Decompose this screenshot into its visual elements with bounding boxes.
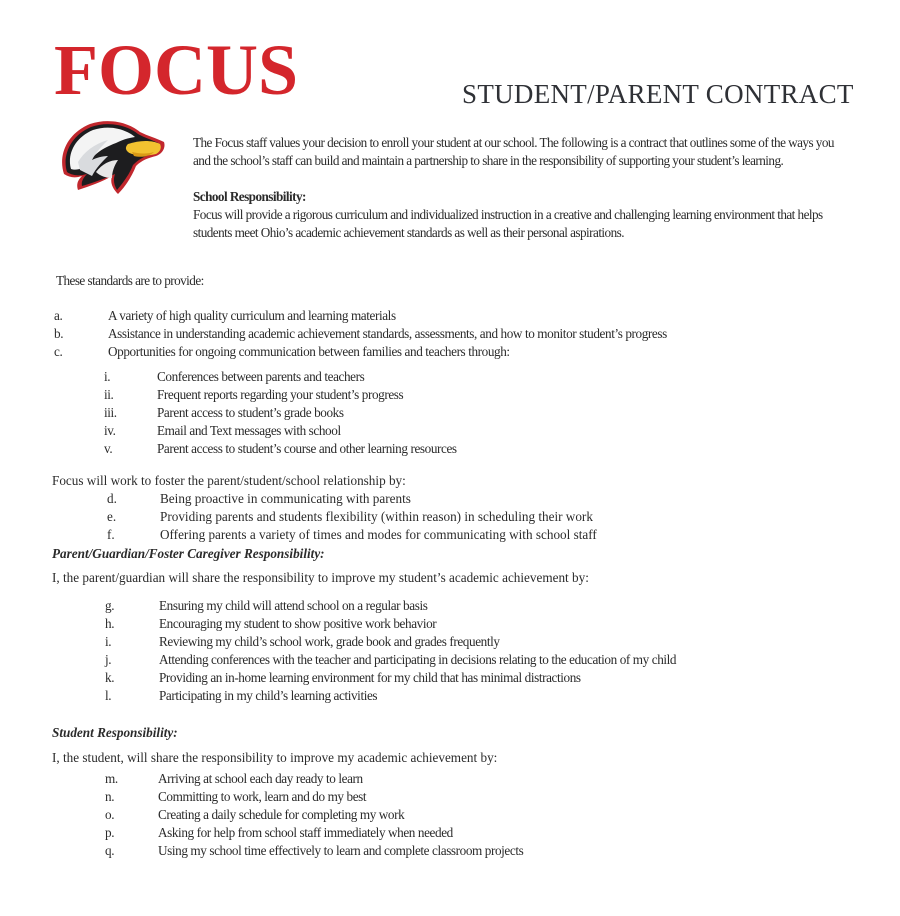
- list-text: A variety of high quality curriculum and learning materials: [108, 308, 396, 323]
- list-text: Providing an in-home learning environment for my child that has minimal distractions: [159, 670, 581, 685]
- list-text: Creating a daily schedule for completing my work: [158, 807, 405, 822]
- list-text: Participating in my child’s learning activities: [159, 688, 378, 703]
- list-text: Email and Text messages with school: [157, 423, 341, 438]
- focus-logo-text: FOCUS: [54, 30, 299, 110]
- list-text: Using my school time effectively to learn and complete classroom projects: [158, 843, 524, 858]
- list-label: f.: [107, 527, 115, 542]
- school-responsibility-line: Focus will provide a rigorous curriculum and individualized instruction in a creative and challenging learning environment that helps: [193, 207, 823, 222]
- student-responsibility-lead: I, the student, will share the responsibility to improve my academic achievement by:: [52, 750, 498, 765]
- list-text: Frequent reports regarding your student’s progress: [157, 387, 404, 402]
- list-label: i.: [104, 369, 111, 384]
- school-responsibility-heading: School Responsibility:: [193, 189, 306, 204]
- list-label: p.: [105, 825, 115, 840]
- list-label: ii.: [104, 387, 114, 402]
- intro-section: [193, 134, 868, 242]
- list-label: n.: [105, 789, 115, 804]
- list-label: l.: [105, 688, 112, 703]
- list-label: v.: [104, 441, 113, 456]
- list-label: g.: [105, 598, 115, 613]
- list-text: Opportunities for ongoing communication between families and teachers through:: [108, 344, 510, 359]
- list-label: m.: [105, 771, 118, 786]
- list-label: o.: [105, 807, 115, 822]
- list-text: Ensuring my child will attend school on a regular basis: [159, 598, 428, 613]
- student-responsibility-heading: Student Responsibility:: [52, 725, 178, 740]
- list-text: Encouraging my student to show positive work behavior: [159, 616, 437, 631]
- list-label: j.: [105, 652, 112, 667]
- list-text: Asking for help from school staff immediately when needed: [158, 825, 453, 840]
- list-label: c.: [54, 344, 63, 359]
- list-label: e.: [107, 509, 117, 524]
- list-label: b.: [54, 326, 64, 341]
- list-text: Reviewing my child’s school work, grade book and grades frequently: [159, 634, 500, 649]
- list-text: Offering parents a variety of times and modes for communicating with school staff: [160, 527, 597, 542]
- list-label: i.: [105, 634, 112, 649]
- eagle-mascot-icon: [56, 116, 168, 200]
- list-label: iii.: [104, 405, 117, 420]
- page-title: STUDENT/PARENT CONTRACT: [462, 79, 854, 109]
- list-label: a.: [54, 308, 63, 323]
- list-text: Arriving at school each day ready to learn: [158, 771, 363, 786]
- list-label: iv.: [104, 423, 116, 438]
- school-responsibility-line: students meet Ohio’s academic achievement standards as well as their personal aspirations.: [193, 225, 624, 240]
- list-label: k.: [105, 670, 115, 685]
- standards-lead: These standards are to provide:: [56, 273, 204, 288]
- list-label: d.: [107, 491, 117, 506]
- intro-paragraph-line: and the school’s staff can build and maintain a partnership to share in the responsibility of supporting your student’s learning.: [193, 153, 784, 168]
- parent-responsibility-lead: I, the parent/guardian will share the responsibility to improve my student’s academic achievement by:: [52, 570, 589, 585]
- list-text: Parent access to student’s grade books: [157, 405, 344, 420]
- list-text: Attending conferences with the teacher and participating in decisions relating to the education of my child: [159, 652, 677, 667]
- list-label: q.: [105, 843, 115, 858]
- list-text: Parent access to student’s course and other learning resources: [157, 441, 457, 456]
- list-text: Being proactive in communicating with parents: [160, 491, 411, 506]
- list-label: h.: [105, 616, 115, 631]
- list-text: Committing to work, learn and do my best: [158, 789, 367, 804]
- list-text: Assistance in understanding academic achievement standards, assessments, and how to monitor student’s progress: [108, 326, 667, 341]
- list-text: Providing parents and students flexibility (within reason) in scheduling their work: [160, 509, 593, 524]
- list-text: Conferences between parents and teachers: [157, 369, 365, 384]
- intro-paragraph-line: The Focus staff values your decision to enroll your student at our school. The following is a contract that outlines some of the ways you: [193, 135, 834, 150]
- relationship-lead: Focus will work to foster the parent/student/school relationship by:: [52, 473, 406, 488]
- parent-responsibility-heading: Parent/Guardian/Foster Caregiver Responsibility:: [52, 546, 325, 561]
